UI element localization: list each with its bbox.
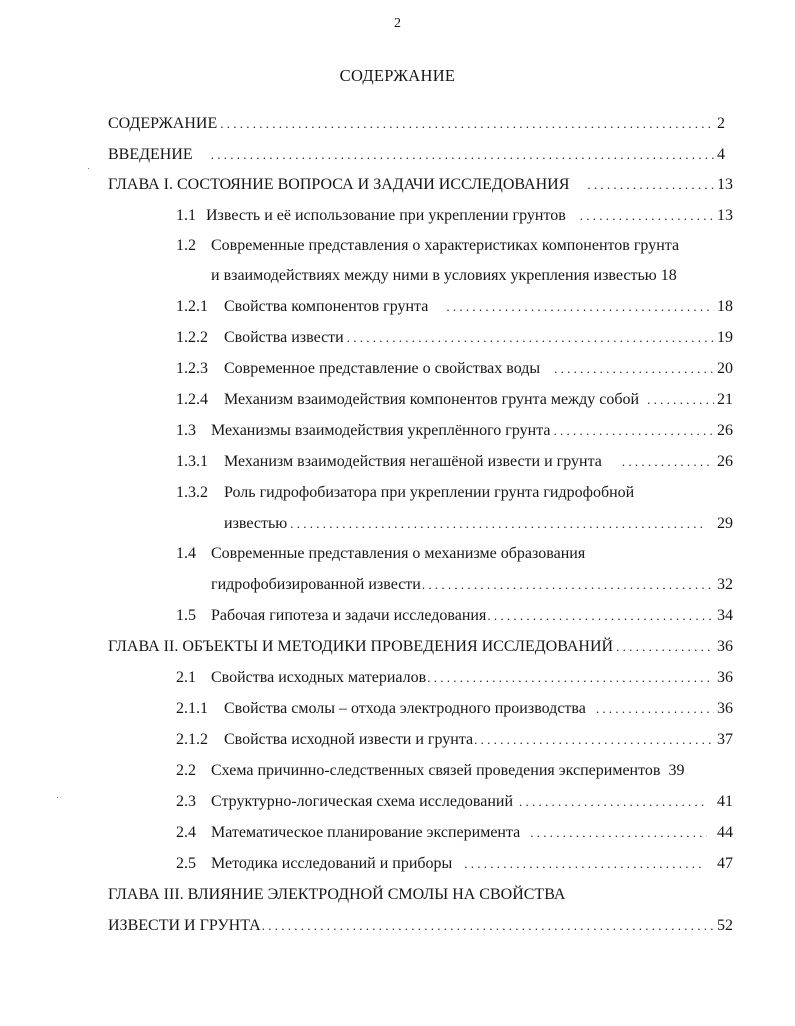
toc-entry-1-2-continued[interactable] [211,266,733,286]
toc-entry-text: ВВЕДЕНИЕ [108,146,193,163]
toc-entry-1-3-1[interactable] [176,452,733,472]
dot-leader [422,575,714,595]
dot-leader [464,854,703,874]
toc-entry-2-1-1[interactable] [176,699,733,719]
toc-section-title: Роль гидрофобизатора при укреплении грунта гидрофобной [224,484,635,501]
toc-entry-text [176,730,473,750]
dot-leader [622,452,714,472]
toc-section-title: и взаимодействиях между ними в условиях укрепления известью [211,267,657,284]
toc-entry-1-5[interactable] [176,606,733,626]
toc-entry-1-3[interactable] [176,421,733,441]
toc-entry-1-2-3[interactable] [176,359,733,379]
toc-section-title: Математическое планирование эксперимента [211,824,521,841]
toc-page-number: 47 [717,855,733,872]
toc-section-title: Механизм взаимодействия компонентов грунта между собой [224,391,640,408]
toc-section-number: 2.2 [176,762,196,779]
toc-page-number: 26 [717,453,733,470]
toc-entry-text [176,668,426,688]
dot-leader [587,175,714,195]
toc-page-number: 4 [717,146,725,163]
toc-entry-text [176,606,486,626]
toc-section-number: 1.1 [176,207,196,224]
toc-page-number: 18 [660,267,677,284]
toc-page-number: 52 [717,917,733,934]
toc-entry-text [176,452,602,472]
toc-entry-1-2-2[interactable] [176,328,733,348]
dot-leader [262,916,714,936]
dot-leader [220,114,714,134]
toc-page-number: 34 [717,607,733,624]
toc-section-title: Методика исследований и приборы [211,855,453,872]
toc-section-title: Свойства компонентов грунта [224,298,429,315]
toc-section-title: Схема причинно-следственных связей проведения экспериментов [211,762,661,779]
toc-entry-text [176,390,639,410]
toc-section-title: известью [224,515,288,532]
toc-section-title: Современные представления о механизме образования [211,545,586,562]
toc-entry-1-3-2-continued[interactable] [224,514,733,534]
toc-entry-text [176,328,344,348]
dot-leader [487,606,714,626]
toc-section-title: Механизм взаимодействия негашёной извести и грунта [224,453,602,470]
toc-entry-introduction[interactable] [108,145,725,165]
toc-entry-chapter-2[interactable] [108,637,733,657]
toc-page-number: 36 [717,638,733,655]
toc-section-number: 1.4 [176,545,196,562]
toc-entry-2-2[interactable] [176,761,733,781]
toc-page-number: 19 [717,329,733,346]
toc-section-title: гидрофобизированной извести [211,576,421,593]
toc-section-number: 2.4 [176,824,196,841]
toc-page-number: 32 [717,576,733,593]
page-title: СОДЕРЖАНИЕ [339,66,456,85]
toc-section-title: Современное представление о свойствах воды [224,360,541,377]
toc-page-number: 44 [717,824,733,841]
toc-entry-1-3-2[interactable] [176,483,733,503]
toc-entry-text [176,359,540,379]
toc-section-title: Свойства исходной извести и грунта [224,731,474,748]
toc-section-title: Структурно-логическая схема исследований [211,793,514,810]
toc-section-number: 2.1 [176,669,196,686]
toc-page-number: 29 [717,515,733,532]
toc-entry-text [176,699,586,719]
toc-page-number: 37 [717,731,733,748]
toc-section-number: 1.5 [176,607,196,624]
toc-entry-contents[interactable] [108,114,725,134]
toc-entry-1-1[interactable] [176,206,733,226]
toc-entry-1-2[interactable] [176,236,733,256]
toc-entry-2-1[interactable] [176,668,733,688]
toc-section-number: 1.2.2 [176,329,208,346]
toc-entry-2-3[interactable] [176,792,733,812]
toc-section-title: Современные представления о характеристиках компонентов грунта [211,237,680,254]
toc-page-number: 2 [717,115,725,132]
dot-leader [474,730,714,750]
toc-page-number: 26 [717,422,733,439]
dot-leader [580,206,714,226]
dot-leader [347,328,714,348]
toc-section-number: 1.2.1 [176,298,208,315]
toc-entry-1-2-1[interactable] [176,297,733,317]
toc-section-title: Рабочая гипотеза и задачи исследования [211,607,487,624]
toc-page-number: 36 [717,669,733,686]
toc-section-number: 1.2.3 [176,360,208,377]
dot-leader [553,421,714,441]
toc-page-number: 21 [717,391,733,408]
toc-section-number: 1.2 [176,237,196,254]
toc-page-number: 20 [717,360,733,377]
dot-leader [211,145,714,165]
toc-page-number: 41 [717,793,733,810]
toc-entry-chapter-1[interactable] [108,175,733,195]
dot-leader [530,823,707,843]
toc-entry-text: ГЛАВА III. ВЛИЯНИЕ ЭЛЕКТРОДНОЙ СМОЛЫ НА СВОЙСТВА [108,886,566,903]
toc-entry-2-4[interactable] [176,823,733,843]
toc-section-title: Свойства извести [224,329,344,346]
scan-speck [57,797,58,798]
toc-entry-text: СОДЕРЖАНИЕ [108,115,218,132]
toc-entry-chapter-3[interactable] [108,885,733,905]
toc-section-title: Свойства исходных материалов [211,669,427,686]
dot-leader [519,792,707,812]
toc-entry-text [176,792,513,812]
toc-section-number: 1.3.2 [176,484,208,501]
toc-entry-text [176,854,452,874]
dot-leader [290,514,707,534]
toc-section-title: Известь и её использование при укреплении грунтов [206,207,566,224]
toc-section-number: 1.3 [176,422,196,439]
toc-section-number: 2.1.2 [176,731,208,748]
toc-entry-1-4[interactable] [176,544,733,564]
toc-entry-text [176,206,566,226]
toc-entry-1-2-4[interactable] [176,390,733,410]
toc-page-number: 39 [668,762,685,779]
toc-page-number: 13 [717,176,733,193]
toc-entry-text [176,823,520,843]
toc-page-number: 36 [717,700,733,717]
toc-section-title: Механизмы взаимодействия укреплённого грунта [211,422,551,439]
toc-section-number: 2.1.1 [176,700,208,717]
scan-speck [88,168,89,169]
toc-page-number: 18 [717,298,733,315]
toc-entry-2-1-2[interactable] [176,730,733,750]
toc-entry-1-4-continued[interactable] [211,575,733,595]
dot-leader [616,637,714,657]
toc-section-number: 2.3 [176,793,196,810]
toc-section-number: 1.3.1 [176,453,208,470]
toc-entry-2-5[interactable] [176,854,733,874]
dot-leader [446,297,714,317]
page-number: 2 [394,16,401,31]
toc-entry-text [176,297,428,317]
toc-entry-text: ГЛАВА I. СОСТОЯНИЕ ВОПРОСА И ЗАДАЧИ ИССЛЕДОВАНИЯ [108,176,570,193]
dot-leader [554,359,714,379]
toc-entry-text: ГЛАВА II. ОБЪЕКТЫ И МЕТОДИКИ ПРОВЕДЕНИЯ ИССЛЕДОВАНИЙ [108,638,614,655]
toc-page-number: 13 [717,207,733,224]
toc-entry-chapter-3-continued[interactable] [108,916,733,936]
toc-entry-text [176,421,550,441]
toc-section-number: 1.2.4 [176,391,208,408]
dot-leader [647,390,714,410]
dot-leader [596,699,714,719]
toc-entry-text: ИЗВЕСТИ И ГРУНТА [108,917,261,934]
dot-leader [427,668,714,688]
toc-section-title: Свойства смолы – отхода электродного производства [224,700,586,717]
toc-section-number: 2.5 [176,855,196,872]
